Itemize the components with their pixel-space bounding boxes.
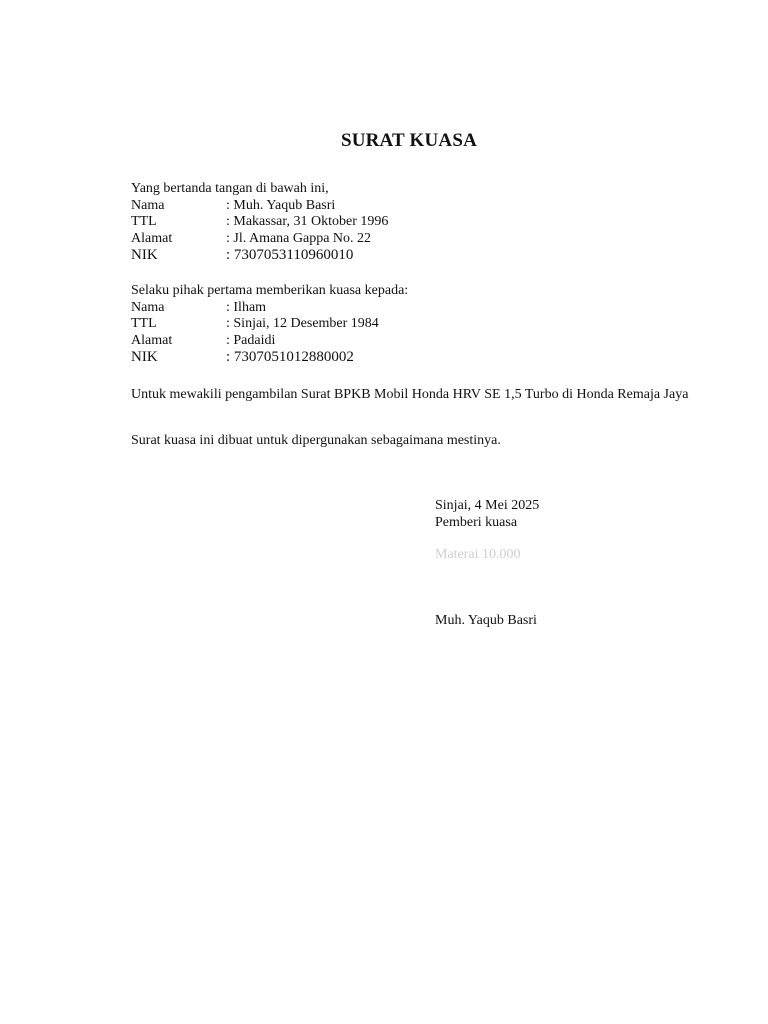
field-value: : Muh. Yaqub Basri bbox=[226, 197, 336, 213]
field-label: NIK bbox=[131, 349, 158, 365]
signature-role: Pemberi kuasa bbox=[435, 515, 518, 530]
second-party-row-ttl bbox=[131, 316, 408, 333]
second-intro-text: Selaku pihak pertama memberikan kuasa kepada: bbox=[131, 283, 409, 298]
field-label: Alamat bbox=[131, 230, 173, 246]
second-party-row-address bbox=[131, 333, 408, 350]
document-title: SURAT KUASA bbox=[340, 130, 478, 151]
first-party-row-name bbox=[131, 198, 388, 215]
first-party-row-ttl bbox=[131, 214, 388, 231]
field-label: TTL bbox=[131, 214, 157, 229]
second-party-row-nik bbox=[131, 349, 408, 366]
field-value: : Makassar, 31 Oktober 1996 bbox=[226, 214, 389, 229]
closing-paragraph: Surat kuasa ini dibuat untuk dipergunakan sebagaimana mestinya. bbox=[131, 433, 501, 448]
second-party-row-name bbox=[131, 300, 408, 317]
signature-place-date: Sinjai, 4 Mei 2025 bbox=[435, 498, 540, 513]
intro-text: Yang bertanda tangan di bawah ini, bbox=[131, 181, 329, 196]
stamp-placeholder: Materai 10.000 bbox=[435, 547, 521, 562]
field-label: Nama bbox=[131, 299, 165, 315]
field-label: Nama bbox=[131, 197, 165, 213]
signatory-name: Muh. Yaqub Basri bbox=[435, 613, 537, 628]
first-party-row-address bbox=[131, 231, 388, 248]
field-value: : Sinjai, 12 Desember 1984 bbox=[226, 316, 379, 331]
field-label: Alamat bbox=[131, 332, 173, 348]
field-label: TTL bbox=[131, 316, 157, 331]
field-value: : 7307053110960010 bbox=[226, 247, 354, 263]
purpose-paragraph: Untuk mewakili pengambilan Surat BPKB Mobil Honda HRV SE 1,5 Turbo di Honda Remaja Jaya bbox=[131, 387, 689, 402]
field-value: : Jl. Amana Gappa No. 22 bbox=[226, 230, 372, 246]
field-value: : 7307051012880002 bbox=[226, 349, 354, 365]
first-party-row-nik bbox=[131, 247, 388, 264]
second-party-block bbox=[131, 283, 408, 366]
field-value: : Padaidi bbox=[226, 332, 276, 348]
field-label: NIK bbox=[131, 247, 158, 263]
first-party-block bbox=[131, 181, 388, 264]
field-value: : Ilham bbox=[226, 299, 267, 315]
